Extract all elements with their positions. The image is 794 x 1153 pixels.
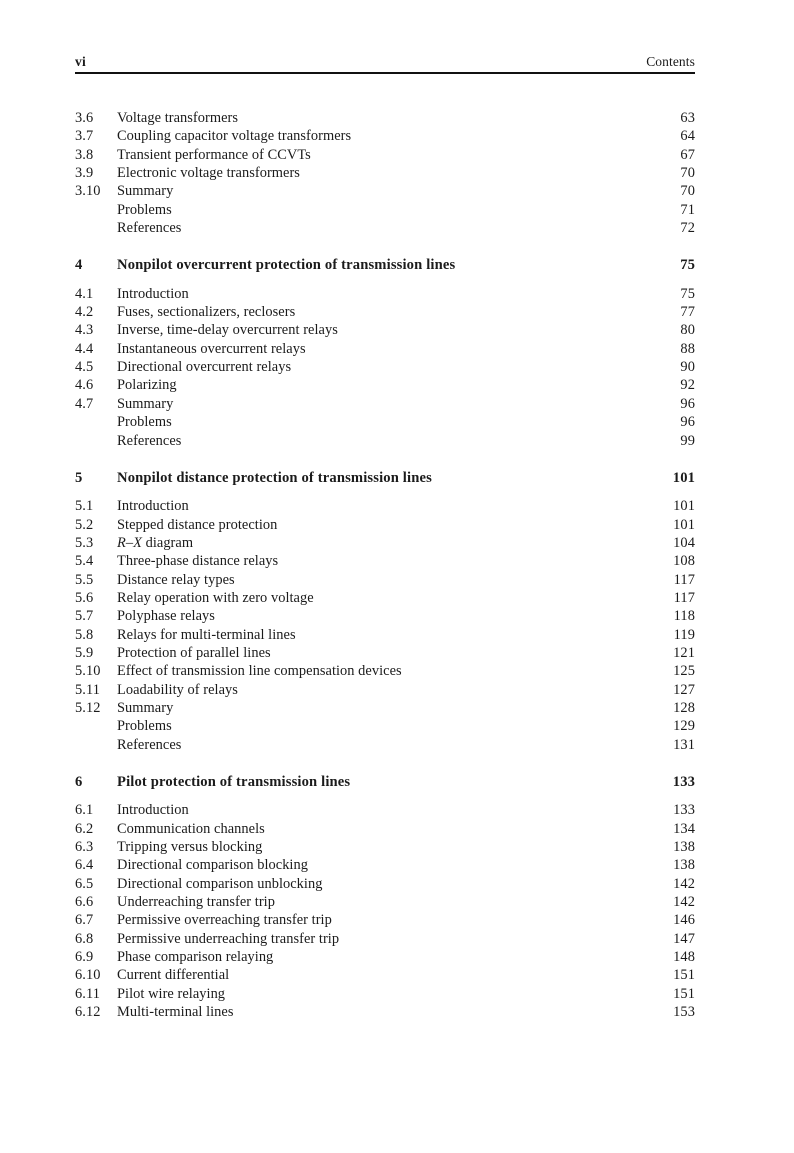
section-number: 4.2 [75, 304, 94, 321]
section-number: 6.7 [75, 912, 94, 929]
section-title: Directional comparison unblocking [117, 875, 323, 892]
toc-entry-row[interactable] [75, 516, 695, 534]
toc-entry-row[interactable] [75, 182, 695, 200]
table-of-contents [75, 109, 695, 1021]
section-number: 5.6 [75, 589, 94, 606]
section-number: 5.11 [75, 681, 101, 698]
toc-entry-row[interactable] [75, 930, 695, 948]
section-page-number: 142 [673, 875, 695, 892]
section-title: Electronic voltage transformers [117, 165, 300, 182]
section-page-number: 147 [673, 930, 695, 947]
toc-entry-row[interactable] [75, 589, 695, 607]
section-title: Current differential [117, 967, 230, 984]
section-number: 3.10 [75, 183, 101, 200]
toc-entry-row[interactable] [75, 820, 695, 838]
toc-entry-row[interactable] [75, 875, 695, 893]
section-title: Permissive underreaching transfer trip [117, 930, 340, 947]
section-page-number: 108 [673, 553, 695, 570]
section-page-number: 131 [673, 736, 695, 753]
section-number: 6.6 [75, 894, 94, 911]
section-number: 6.10 [75, 967, 101, 984]
running-head [75, 54, 695, 76]
section-page-number: 71 [680, 201, 695, 218]
section-title: Directional overcurrent relays [117, 359, 292, 376]
chapter-title: Nonpilot distance protection of transmission lines [117, 469, 432, 486]
toc-entry-row[interactable] [75, 146, 695, 164]
section-page-number: 128 [673, 699, 695, 716]
toc-entry-row[interactable] [75, 893, 695, 911]
section-number: 4.6 [75, 377, 94, 394]
toc-entry-row[interactable] [75, 358, 695, 376]
section-page-number: 125 [673, 663, 695, 680]
chapter-spacer-bottom [75, 791, 695, 801]
section-title: Summary [117, 699, 174, 716]
section-number: 5.3 [75, 534, 94, 551]
section-page-number: 138 [673, 857, 695, 874]
section-page-number: 96 [680, 414, 695, 431]
section-number: 6.8 [75, 930, 94, 947]
toc-entry-row[interactable] [75, 552, 695, 570]
section-title: Permissive overreaching transfer trip [117, 912, 332, 929]
running-head-title: Contents [646, 54, 695, 69]
section-title: Communication channels [117, 820, 265, 837]
section-title: Tripping versus blocking [117, 839, 263, 856]
section-title: Polarizing [117, 377, 177, 394]
toc-entry-row[interactable] [75, 109, 695, 127]
section-page-number: 117 [673, 571, 695, 588]
section-number: 5.5 [75, 571, 94, 588]
section-page-number: 88 [680, 340, 695, 357]
section-number: 5.4 [75, 553, 94, 570]
toc-chapter-row[interactable] [75, 256, 695, 274]
section-number: 4.1 [75, 285, 94, 302]
section-page-number: 151 [673, 985, 695, 1002]
toc-entry-row[interactable] [75, 626, 695, 644]
chapter-spacer-bottom [75, 275, 695, 285]
toc-entry-row[interactable] [75, 395, 695, 413]
section-title: Summary [117, 395, 174, 412]
section-page-number: 70 [680, 183, 695, 200]
section-page-number: 80 [680, 322, 695, 339]
section-title: Directional comparison blocking [117, 857, 308, 874]
section-page-number: 92 [680, 377, 695, 394]
section-title: Instantaneous overcurrent relays [117, 340, 306, 357]
chapter-page-number: 101 [672, 469, 695, 486]
section-title: Problems [117, 201, 172, 218]
section-number: 3.9 [75, 165, 94, 182]
section-number: 6.3 [75, 839, 94, 856]
section-number: 6.12 [75, 1004, 101, 1021]
chapter-spacer-top [75, 754, 695, 773]
section-page-number: 134 [673, 820, 695, 837]
section-page-number: 99 [680, 432, 695, 449]
header-rule [75, 72, 695, 74]
toc-entry-row[interactable] [75, 801, 695, 819]
section-page-number: 101 [673, 498, 695, 515]
section-page-number: 101 [673, 516, 695, 533]
toc-entry-row[interactable] [75, 303, 695, 321]
section-page-number: 148 [673, 949, 695, 966]
toc-entry-row[interactable] [75, 201, 695, 219]
section-title: Effect of transmission line compensation devices [117, 663, 402, 680]
section-title: References [117, 432, 182, 449]
toc-entry-row[interactable] [75, 736, 695, 754]
section-title: Problems [117, 718, 172, 735]
section-page-number: 133 [673, 802, 695, 819]
toc-entry-row[interactable] [75, 164, 695, 182]
toc-entry-row[interactable] [75, 340, 695, 358]
section-title: Distance relay types [117, 571, 235, 588]
chapter-number: 6 [75, 774, 83, 790]
toc-entry-row[interactable] [75, 432, 695, 450]
toc-entry-row[interactable] [75, 699, 695, 717]
section-number: 3.7 [75, 128, 94, 145]
toc-entry-row[interactable] [75, 662, 695, 680]
section-title: Stepped distance protection [117, 516, 278, 533]
toc-entry-row[interactable] [75, 607, 695, 625]
section-title: Introduction [117, 498, 189, 515]
section-number: 4.7 [75, 395, 94, 412]
section-number: 3.6 [75, 110, 94, 126]
section-title: Pilot wire relaying [117, 985, 226, 1002]
section-number: 5.1 [75, 498, 94, 515]
section-title: Relays for multi-terminal lines [117, 626, 296, 643]
chapter-page-number: 133 [672, 774, 695, 790]
section-title: Inverse, time-delay overcurrent relays [117, 322, 338, 339]
toc-entry-row[interactable] [75, 644, 695, 662]
section-page-number: 67 [680, 146, 695, 163]
section-page-number: 142 [673, 894, 695, 911]
section-number: 6.2 [75, 820, 94, 837]
section-page-number: 153 [673, 1004, 695, 1021]
section-page-number: 96 [680, 395, 695, 412]
section-page-number: 118 [673, 608, 695, 625]
section-title: References [117, 736, 182, 753]
toc-chapter-row[interactable] [75, 773, 695, 791]
chapter-number: 4 [75, 257, 83, 274]
section-page-number: 129 [673, 718, 695, 735]
section-title: Voltage transformers [117, 110, 239, 126]
section-number: 5.9 [75, 644, 94, 661]
toc-entry-row[interactable] [75, 497, 695, 515]
section-title: References [117, 220, 182, 237]
toc-entry-row[interactable] [75, 413, 695, 431]
section-title: Introduction [117, 285, 189, 302]
section-page-number: 90 [680, 359, 695, 376]
chapter-title: Pilot protection of transmission lines [117, 774, 351, 790]
chapter-page-number: 75 [680, 257, 695, 274]
section-page-number: 117 [673, 589, 695, 606]
section-number: 6.5 [75, 875, 94, 892]
toc-entry-row[interactable] [75, 219, 695, 237]
toc-entry-row[interactable] [75, 985, 695, 1003]
toc-entry-row[interactable] [75, 966, 695, 984]
section-number: 6.1 [75, 802, 94, 819]
toc-entry-row[interactable] [75, 571, 695, 589]
section-title: Loadability of relays [117, 681, 238, 698]
section-title: Relay operation with zero voltage [117, 589, 314, 606]
section-number: 5.8 [75, 626, 94, 643]
section-number: 6.4 [75, 857, 94, 874]
toc-entry-row[interactable] [75, 127, 695, 145]
toc-entry-row[interactable] [75, 1003, 695, 1021]
toc-entry-row[interactable] [75, 948, 695, 966]
section-number: 6.9 [75, 949, 94, 966]
section-page-number: 72 [680, 220, 695, 237]
section-page-number: 75 [680, 285, 695, 302]
toc-entry-row[interactable] [75, 534, 695, 552]
section-page-number: 146 [673, 912, 695, 929]
toc-entry-row[interactable] [75, 856, 695, 874]
chapter-number: 5 [75, 469, 83, 486]
section-page-number: 104 [673, 534, 695, 551]
section-page-number: 63 [680, 110, 695, 126]
section-number: 3.8 [75, 146, 94, 163]
section-page-number: 121 [673, 644, 695, 661]
section-title: Summary [117, 183, 174, 200]
toc-entry-row[interactable] [75, 911, 695, 929]
page-folio: vi [75, 54, 86, 69]
section-page-number: 119 [673, 626, 695, 643]
toc-entry-row[interactable] [75, 717, 695, 735]
section-title: Fuses, sectionalizers, reclosers [117, 304, 296, 321]
section-page-number: 77 [680, 304, 695, 321]
section-title: Polyphase relays [117, 608, 215, 625]
section-title: Phase comparison relaying [117, 949, 274, 966]
section-page-number: 138 [673, 839, 695, 856]
chapter-title: Nonpilot overcurrent protection of transmission lines [117, 257, 456, 274]
section-title: R–X diagram [117, 534, 194, 551]
section-number: 6.11 [75, 985, 101, 1002]
toc-entry-row[interactable] [75, 321, 695, 339]
toc-entry-row[interactable] [75, 285, 695, 303]
section-number: 4.4 [75, 340, 94, 357]
section-page-number: 151 [673, 967, 695, 984]
section-page-number: 70 [680, 165, 695, 182]
section-number: 5.2 [75, 516, 94, 533]
section-title: Coupling capacitor voltage transformers [117, 128, 352, 145]
section-title: Introduction [117, 802, 189, 819]
chapter-spacer-bottom [75, 487, 695, 497]
section-page-number: 64 [680, 128, 695, 145]
toc-entry-row[interactable] [75, 838, 695, 856]
section-number: 5.7 [75, 608, 94, 625]
toc-entry-row[interactable] [75, 681, 695, 699]
section-number: 5.10 [75, 663, 101, 680]
chapter-spacer-top [75, 237, 695, 256]
section-page-number: 127 [673, 681, 695, 698]
section-title: Multi-terminal lines [117, 1004, 234, 1021]
section-number: 4.3 [75, 322, 94, 339]
section-title: Problems [117, 414, 172, 431]
section-number: 5.12 [75, 699, 101, 716]
section-title: Protection of parallel lines [117, 644, 271, 661]
chapter-spacer-top [75, 450, 695, 469]
toc-chapter-row[interactable] [75, 469, 695, 487]
section-title: Three-phase distance relays [117, 553, 279, 570]
toc-entry-row[interactable] [75, 376, 695, 394]
section-number: 4.5 [75, 359, 94, 376]
section-title: Transient performance of CCVTs [117, 146, 311, 163]
section-title: Underreaching transfer trip [117, 894, 275, 911]
